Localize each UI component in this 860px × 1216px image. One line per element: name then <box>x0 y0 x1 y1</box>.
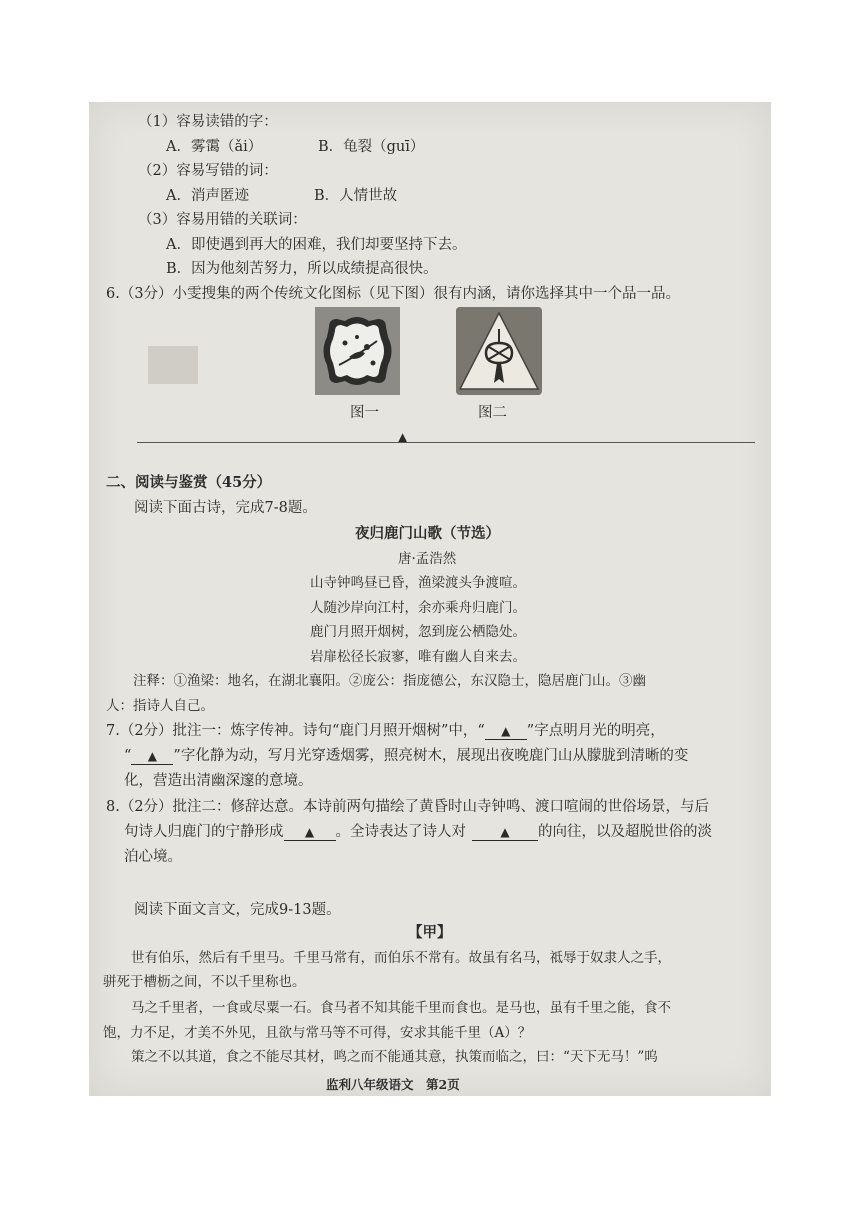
q5-sub3: （3）容易用错的关联词： <box>138 212 307 228</box>
poem-line: 岩扉松径长寂寥，唯有幽人自来去。 <box>310 649 526 665</box>
answer-blank[interactable]: ▲ <box>284 824 336 841</box>
poem-line: 鹿门月照开烟树，忽到庞公栖隐处。 <box>310 624 526 640</box>
q8-text: 的向往，以及超脱世俗的淡 <box>538 824 712 840</box>
poem-author: 唐·孟浩然 <box>398 551 457 567</box>
q5-sub3-option-b: B．因为他刻苦努力，所以成绩提高很快。 <box>166 261 438 277</box>
q5-sub1-option-a: A．雾霭（ǎi） <box>166 139 263 155</box>
answer-line <box>137 442 755 443</box>
q5-sub1: （1）容易读错的字： <box>138 114 278 130</box>
figure-2-caption: 图二 <box>478 405 507 421</box>
q7-text: “ <box>124 748 132 764</box>
poem-line: 人随沙岸向江村，余亦乘舟归鹿门。 <box>310 600 526 616</box>
q5-sub2-option-b: B．人情世故 <box>314 188 398 204</box>
passage-line: 骈死于槽枥之间，不以千里称也。 <box>103 974 306 990</box>
answer-blank[interactable]: ▲ <box>485 723 527 740</box>
poem-intro: 阅读下面古诗，完成7-8题。 <box>134 500 317 516</box>
passage-line: 饱，力不足，才美不外见，且欲与常马等不可得，安求其能千里（A）？ <box>103 1025 532 1041</box>
q7-text: 7.（2分）批注一：炼字传神。诗句“鹿门月照开烟树”中，“ <box>106 723 485 739</box>
answer-blank[interactable]: ▲ <box>472 824 538 841</box>
poem-line: 山寺钟鸣昼已昏，渔梁渡头争渡喧。 <box>310 575 526 591</box>
q8-line-2 <box>124 822 712 842</box>
figure-1-bird-icon <box>315 307 400 395</box>
q7-line-3: 化，营造出清幽深邃的意境。 <box>124 773 313 789</box>
q8-text: 。全诗表达了诗人对 <box>335 824 466 840</box>
figure-1-caption: 图一 <box>350 405 379 421</box>
q7-text: ”字点明月光的明亮， <box>526 723 665 739</box>
passage-line: 马之千里者，一食或尽粟一石。食马者不知其能千里而食也。是马也，虽有千里之能，食不 <box>131 1000 671 1016</box>
answer-mark: ▲ <box>398 430 408 444</box>
q7-text: ”字化静为动，写月光穿透烟雾，照亮树木，展现出夜晚鹿门山从朦胧到清晰的变 <box>173 748 689 764</box>
classical-intro: 阅读下面文言文，完成9-13题。 <box>134 902 341 918</box>
passage-line: 策之不以其道，食之不能尽其材，鸣之而不能通其意，执策而临之，曰：“天下无马！”呜 <box>131 1049 658 1065</box>
poem-notes: 注释：①渔梁：地名，在湖北襄阳。②庞公：指庞德公，东汉隐士，隐居鹿门山。③幽 <box>133 673 646 689</box>
figure-2-chinese-knot-icon <box>456 307 542 395</box>
scan-artifact <box>148 346 198 384</box>
q8-text: 句诗人归鹿门的宁静形成 <box>124 824 284 840</box>
poem-notes-cont: 人：指诗人自己。 <box>106 698 214 714</box>
q5-sub2-option-a: A．消声匿迹 <box>166 188 249 204</box>
q5-sub3-option-a: A．即使遇到再大的困难，我们却要坚持下去。 <box>166 237 467 253</box>
q8-line-3: 泊心境。 <box>124 849 182 865</box>
section-heading: 二、阅读与鉴赏（45分） <box>106 474 272 491</box>
passage-line: 世有伯乐，然后有千里马。千里马常有，而伯乐不常有。故虽有名马，祗辱于奴隶人之手， <box>131 950 671 966</box>
q7-line-1 <box>106 721 665 741</box>
q8-line-1: 8.（2分）批注二：修辞达意。本诗前两句描绘了黄昏时山寺钟鸣、渡口喧闹的世俗场景，与后 <box>106 799 710 815</box>
q6-text: 6.（3分）小雯搜集的两个传统文化图标（见下图）很有内涵，请你选择其中一个品一品。 <box>106 286 681 302</box>
page-footer: 监利八年级语文 第2页 <box>326 1077 460 1092</box>
q5-sub2: （2）容易写错的词： <box>138 163 278 179</box>
q5-sub1-option-b: B．龟裂（guī） <box>318 139 425 155</box>
passage-title: 【甲】 <box>408 924 452 941</box>
answer-blank[interactable]: ▲ <box>131 748 173 765</box>
q7-line-2 <box>124 746 688 766</box>
poem-title: 夜归鹿门山歌（节选） <box>355 525 500 542</box>
